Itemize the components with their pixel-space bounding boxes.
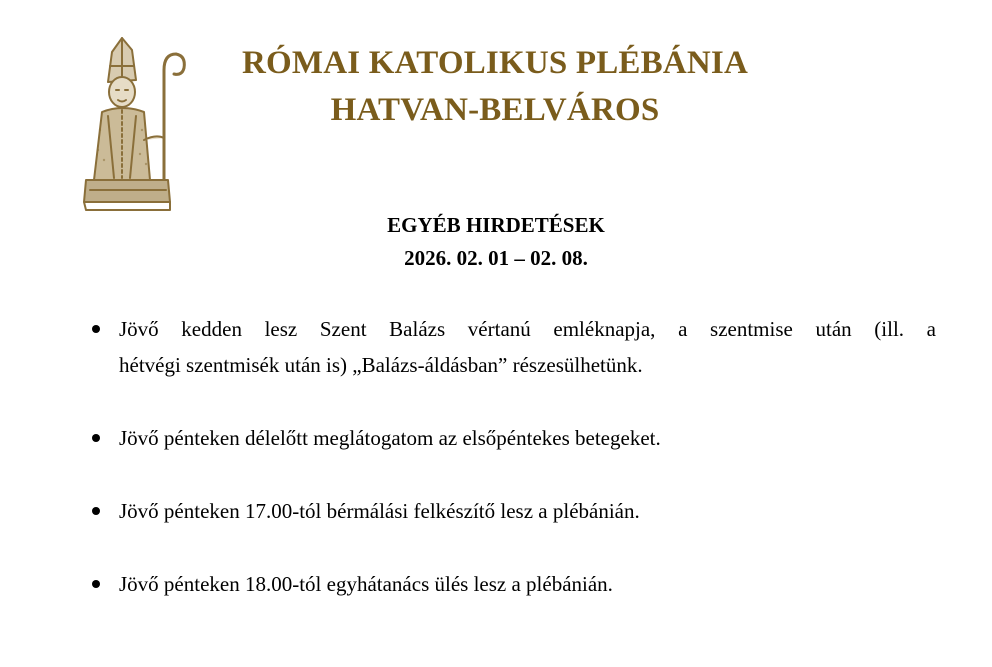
list-item	[88, 566, 936, 602]
list-item	[88, 420, 936, 456]
parish-title-line2: HATVAN-BELVÁROS	[330, 92, 660, 128]
list-item	[88, 493, 936, 529]
notice-text-line: Jövő pénteken délelőtt meglátogatom az elsőpéntekes betegeket.	[119, 426, 661, 450]
notice-text-line: Jövő kedden lesz Szent Balázs vértanú emléknapja, a szentmise után (ill. a	[119, 317, 936, 341]
saint-bishop-engraving-icon	[78, 30, 194, 214]
notice-heading	[0, 209, 992, 275]
notice-list	[88, 311, 936, 602]
bullet-icon	[92, 325, 100, 333]
notice-date-range: 2026. 02. 01 – 02. 08.	[404, 246, 588, 270]
list-item	[88, 311, 936, 383]
notice-heading-title: EGYÉB HIRDETÉSEK	[387, 213, 605, 237]
notice-text-line: Jövő pénteken 17.00-tól bérmálási felkészítő lesz a plébánián.	[119, 499, 640, 523]
notice-text-line: hétvégi szentmisék után is) „Balázs-áldásban” részesülhetünk.	[119, 353, 643, 377]
parish-title	[200, 40, 790, 134]
bullet-icon	[92, 580, 100, 588]
bullet-icon	[92, 434, 100, 442]
bullet-icon	[92, 507, 100, 515]
parish-title-line1: RÓMAI KATOLIKUS PLÉBÁNIA	[242, 45, 748, 81]
notice-text-line: Jövő pénteken 18.00-tól egyhátanács ülés lesz a plébánián.	[119, 572, 613, 596]
